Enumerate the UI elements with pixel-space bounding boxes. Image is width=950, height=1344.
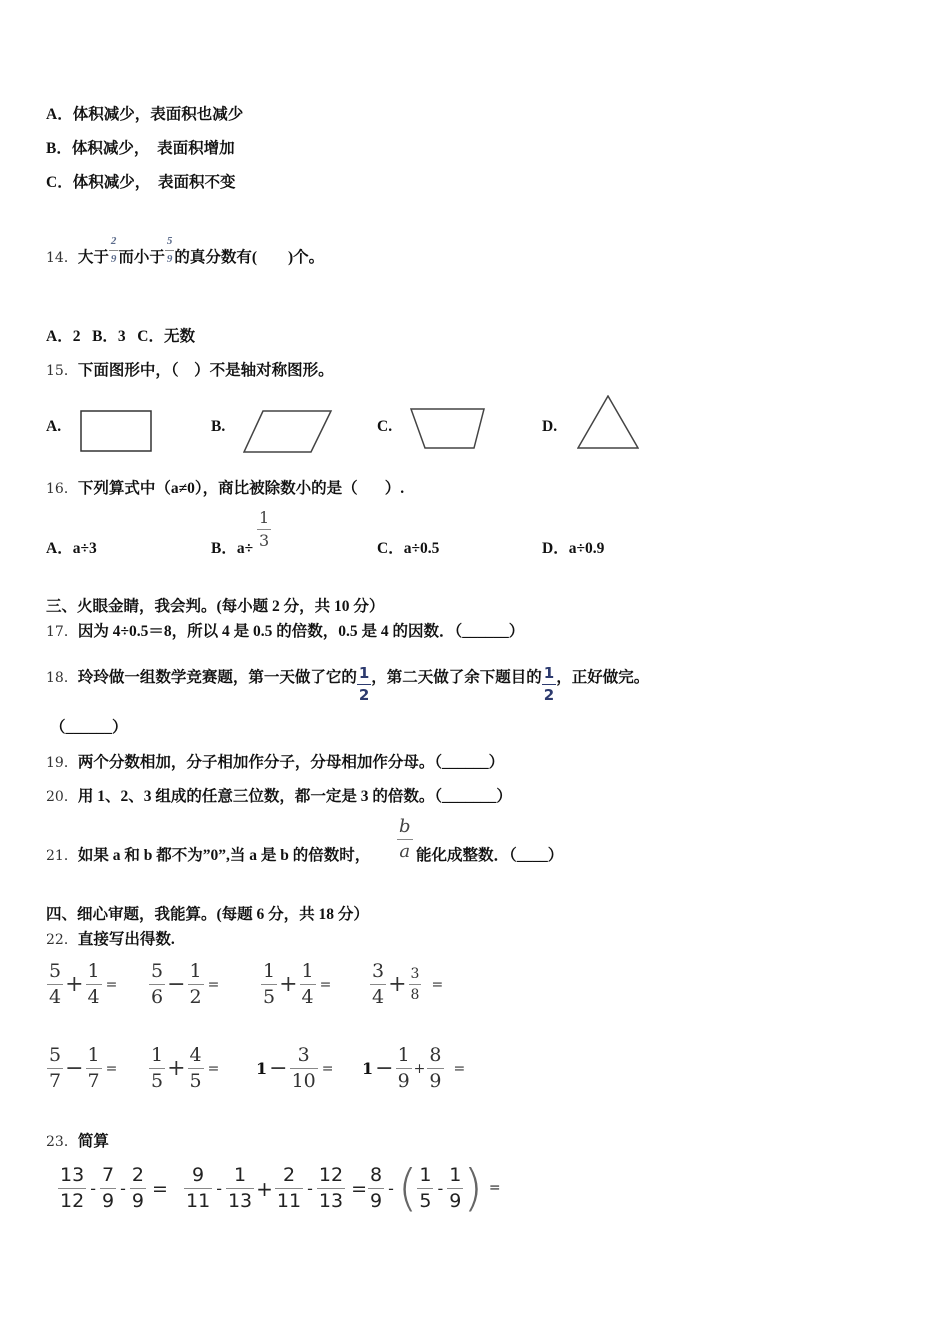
question-number: 20． <box>46 789 78 805</box>
option-text: 体积减少，表面积也减少 <box>72 106 244 123</box>
calc-item: $\frac{5}{7}$ − $\frac{1}{7}$ = <box>49 1044 118 1092</box>
q16-option-b: B．a÷ <box>211 540 254 557</box>
question-23 <box>46 1129 109 1151</box>
question-number: 18． <box>46 670 78 686</box>
q14-options: A．2 B．3 C．无数 <box>46 328 195 345</box>
triangle-shape <box>577 395 639 450</box>
question-21 <box>46 843 370 865</box>
fraction-1-2: $\frac{1}{2}$ <box>543 664 555 704</box>
q16-option-d: D．a÷0.9 <box>542 540 605 557</box>
question-number: 22． <box>46 932 78 948</box>
section-3-title: 三、火眼金睛，我会判。(每小题 2 分，共 10 分） <box>46 598 385 615</box>
question-text: ，第二天做了余下题目的 <box>371 669 542 686</box>
option-label: C． <box>46 174 73 191</box>
question-number: 16． <box>46 481 78 497</box>
option-text: 体积减少， 表面积增加 <box>71 140 235 157</box>
question-number: 23． <box>46 1134 78 1150</box>
question-text: 下列算式中（a≠0），商比被除数小的是（ ）. <box>77 480 405 497</box>
question-16 <box>46 476 404 498</box>
calc-item: 1− $\frac{1}{9}$ + $\frac{8}{9}$ = <box>362 1044 466 1092</box>
question-text: 下面图形中，（ ）不是轴对称图形。 <box>77 362 334 379</box>
q16-option-c: C．a÷0.5 <box>377 540 440 557</box>
option-label: B． <box>46 140 72 157</box>
rectangle-shape <box>80 410 152 452</box>
question-20 <box>46 784 512 806</box>
parallelogram-shape <box>243 410 333 454</box>
question-text: 简算 <box>77 1133 109 1150</box>
q15-option-b-label: B. <box>211 418 226 435</box>
q21-text-end: 能化成整数．（____） <box>416 847 564 864</box>
simplify-expr-3: $\frac{8}{9}$ -( $\frac{1}{5}$ - $\frac{1}{9}$ ) = <box>370 1159 501 1217</box>
calc-item: $\frac{1}{5}$ + $\frac{1}{4}$ = <box>263 960 332 1008</box>
question-15 <box>46 358 334 380</box>
q15-option-c-label: C. <box>377 418 393 435</box>
question-17 <box>46 619 524 641</box>
calc-item: $\frac{5}{6}$ − $\frac{1}{2}$ = <box>151 960 220 1008</box>
question-number: 21． <box>46 848 78 864</box>
question-text: 因为 4÷0.5＝8，所以 4 是 0.5 的倍数，0.5 是 4 的因数．（______） <box>77 623 525 640</box>
q18-answer-blank: （______） <box>50 719 128 736</box>
calc-item: $\frac{3}{4}$ + $\frac{3}{8}$ = <box>372 960 444 1008</box>
option-text: 体积减少， 表面积不变 <box>72 174 236 191</box>
calc-item: $\frac{1}{5}$ + $\frac{4}{5}$ = <box>151 1044 220 1092</box>
question-19 <box>46 750 504 772</box>
q15-option-d-label: D. <box>542 418 558 435</box>
question-18 <box>46 665 649 703</box>
simplify-expr-2: $\frac{9}{11}$ - $\frac{1}{13}$ + $\frac{2}{11}$ - $\frac{12}{13}$ = <box>186 1164 367 1212</box>
question-text: 用 1、2、3 组成的任意三位数，都一定是 3 的倍数。（_______） <box>77 788 512 805</box>
fraction-1-3: $\frac{1}{3}$ <box>259 508 270 550</box>
question-text: 玲玲做一组数学竞赛题，第一天做了它的 <box>77 669 357 686</box>
q15-option-a-label: A. <box>46 418 62 435</box>
question-text: 而小于 <box>118 249 165 266</box>
question-number: 15． <box>46 363 78 379</box>
question-number: 14． <box>46 250 78 266</box>
option-label: A． <box>46 106 73 123</box>
trapezoid-shape <box>410 408 486 450</box>
question-text: 直接写出得数. <box>77 931 175 948</box>
question-text: 大于 <box>77 249 109 266</box>
question-text: 如果 a 和 b 都不为”0”,当 a 是 b 的倍数时， <box>77 847 371 864</box>
fraction-1-2: $\frac{1}{2}$ <box>358 664 370 704</box>
q13-option-c <box>46 170 235 192</box>
question-number: 19． <box>46 755 78 771</box>
q16-option-a: A．a÷3 <box>46 540 97 557</box>
question-22 <box>46 927 175 949</box>
q13-option-a <box>46 102 243 124</box>
question-number: 17． <box>46 624 78 640</box>
calc-item: $\frac{5}{4}$ + $\frac{1}{4}$ = <box>49 960 118 1008</box>
simplify-expr-1: $\frac{13}{12}$ - $\frac{7}{9}$ - $\frac{2}{9}$ = <box>60 1164 168 1212</box>
question-14 <box>46 236 324 267</box>
question-text: ，正好做完。 <box>556 669 650 686</box>
fraction-5-9: $\frac{5}{9}$ <box>166 235 173 265</box>
question-text: 两个分数相加，分子相加作分子，分母相加作分母。（______） <box>77 754 505 771</box>
fraction-b-over-a: $\frac{b}{a}$ <box>399 816 411 862</box>
calc-item: 1− $\frac{3}{10}$ = <box>256 1044 334 1092</box>
section-4-title: 四、细心审题，我能算。(每题 6 分，共 18 分） <box>46 906 369 923</box>
q13-option-b <box>46 136 235 158</box>
fraction-2-9: $\frac{2}{9}$ <box>110 235 117 265</box>
question-text: 的真分数有( )个。 <box>174 249 325 266</box>
